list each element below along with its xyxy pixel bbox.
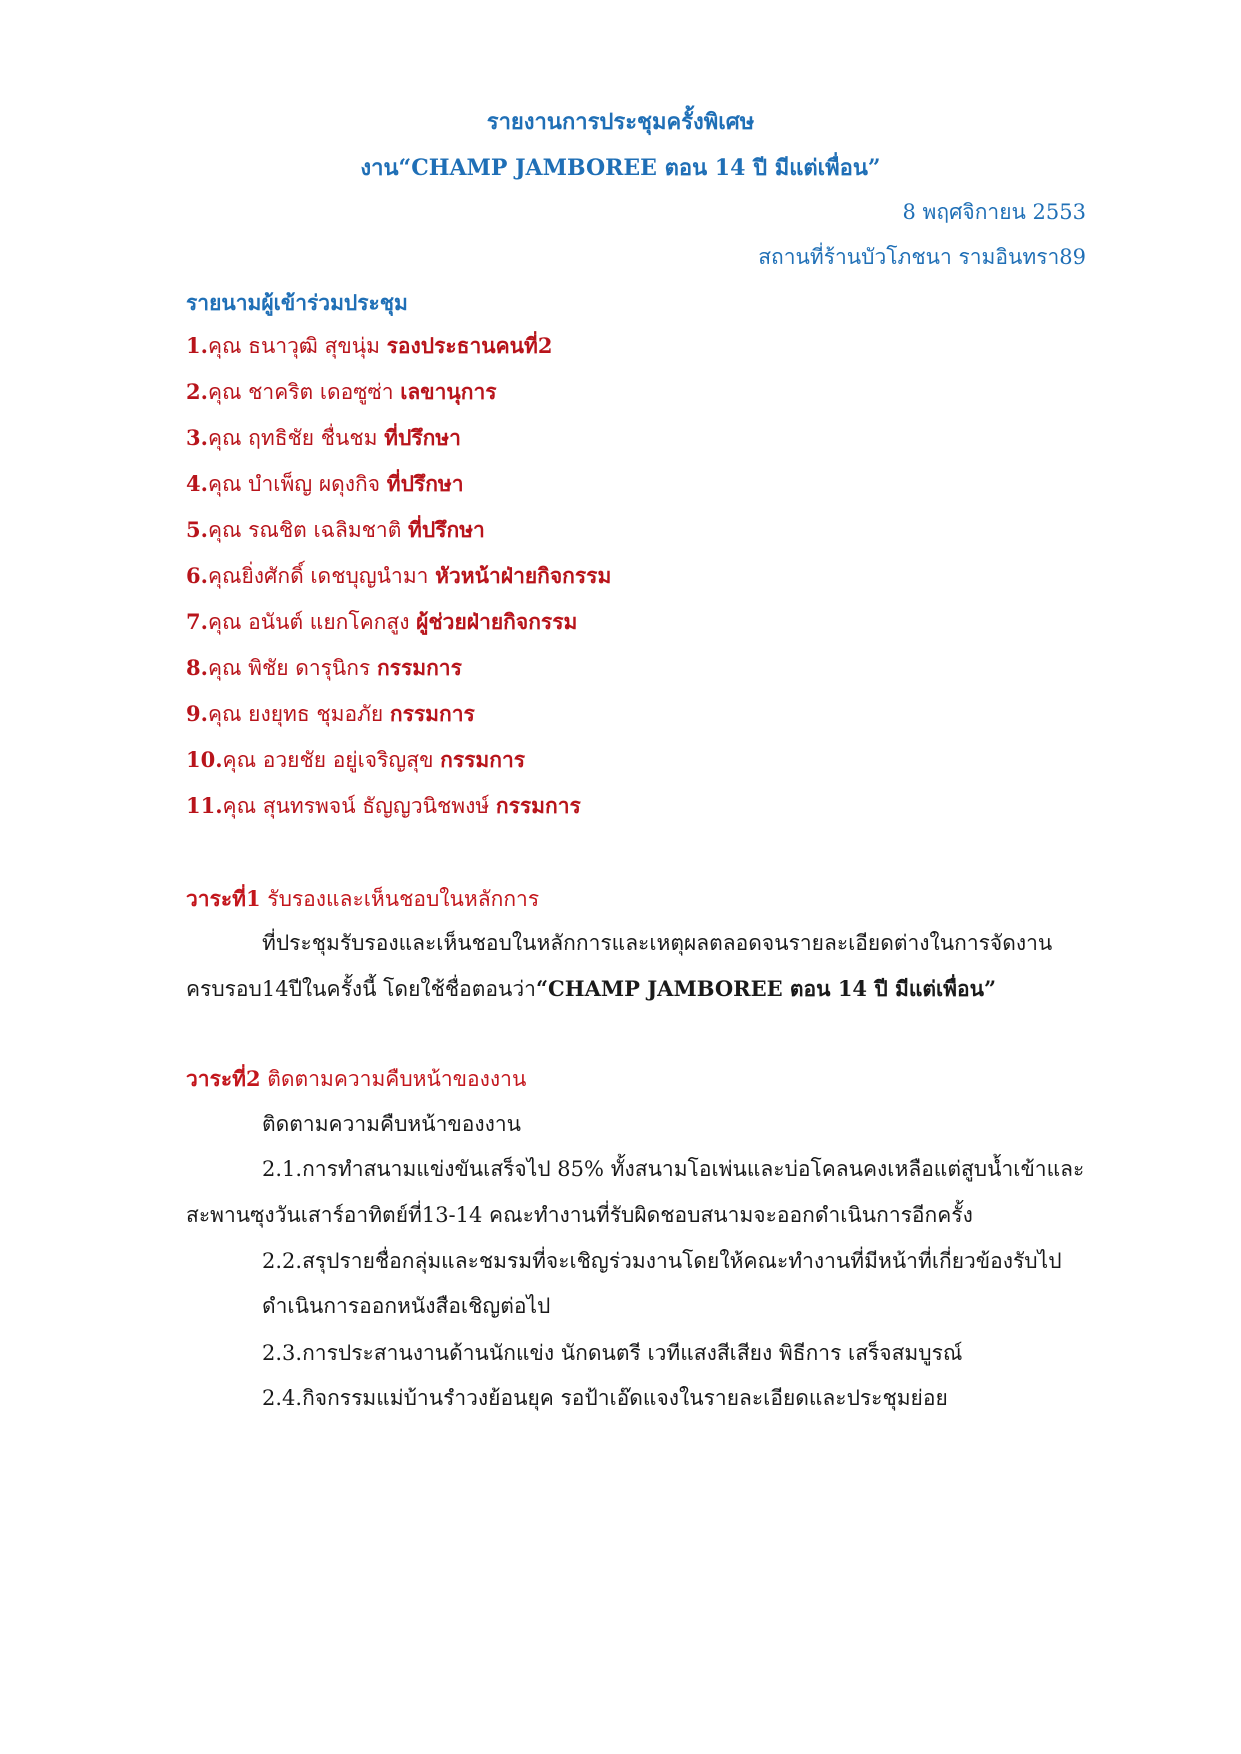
attendee-name: คุณ ธนาวุฒิ สุขนุ่ม <box>207 334 387 358</box>
attendee-role: กรรมการ <box>440 747 526 772</box>
attendee-number: 4. <box>186 471 208 496</box>
agenda2-label: วาระที่2 <box>186 1066 261 1091</box>
attendee-item <box>186 330 611 376</box>
attendee-role: กรรมการ <box>389 701 475 726</box>
attendee-item <box>186 422 611 468</box>
attendee-item <box>186 790 611 836</box>
attendee-name: คุณ ฤทธิชัย ชื่นชม <box>207 426 385 450</box>
event-title: งาน“CHAMP JAMBOREE ตอน 14 ปี มีแต่เพื่อน” <box>360 155 881 181</box>
agenda2-item2-line1: 2.2.สรุปรายชื่อกลุ่มและชมรมที่จะเชิญร่วมงานโดยให้คณะทำงานที่มีหน้าที่เกี่ยวข้องรับไป <box>262 1249 1062 1273</box>
attendee-number: 5. <box>186 517 208 542</box>
attendee-item <box>186 698 611 744</box>
agenda2-item1-line2: สะพานซุงวันเสาร์อาทิตย์ที่13-14 คณะทำงานที่รับผิดชอบสนามจะออกดำเนินการอีกครั้ง <box>186 1203 973 1227</box>
agenda2-title: ติดตามความคืบหน้าของงาน <box>260 1067 527 1091</box>
agenda1-title: รับรองและเห็นชอบในหลักการ <box>260 887 540 911</box>
meeting-date: 8 พฤศจิกายน 2553 <box>902 200 1086 224</box>
attendee-role: ที่ปรึกษา <box>408 517 485 542</box>
agenda1-label: วาระที่1 <box>186 886 261 911</box>
agenda2-intro: ติดตามความคืบหน้าของงาน <box>262 1112 522 1136</box>
attendee-number: 3. <box>186 425 208 450</box>
attendee-number: 7. <box>186 609 208 634</box>
attendee-role: ที่ปรึกษา <box>384 425 461 450</box>
attendee-name: คุณ บำเพ็ญ ผดุงกิจ <box>207 472 387 496</box>
attendee-number: 8. <box>186 655 208 680</box>
agenda1-event-name: “CHAMP JAMBOREE ตอน 14 ปี มีแต่เพื่อน” <box>535 976 997 1001</box>
attendee-name: คุณ ชาคริต เดอซูซ่า <box>207 380 401 404</box>
attendee-item <box>186 376 611 422</box>
attendee-number: 2. <box>186 379 208 404</box>
attendee-item <box>186 468 611 514</box>
attendee-name: คุณ อนันต์ แยกโคกสูง <box>207 610 417 634</box>
attendee-item <box>186 744 611 790</box>
document-title: รายงานการประชุมครั้งพิเศษ <box>486 109 755 135</box>
attendee-item <box>186 652 611 698</box>
attendee-number: 6. <box>186 563 208 588</box>
attendee-name: คุณ พิชัย ดารุนิกร <box>207 656 377 680</box>
agenda1-heading <box>186 883 539 916</box>
attendees-heading: รายนามผู้เข้าร่วมประชุม <box>186 290 408 315</box>
attendee-item <box>186 606 611 652</box>
attendee-item <box>186 560 611 606</box>
meeting-venue: สถานที่ร้านบัวโภชนา รามอินทรา89 <box>758 245 1086 269</box>
attendee-number: 9. <box>186 701 208 726</box>
attendee-role: เลขานุการ <box>400 379 497 404</box>
agenda2-heading <box>186 1063 526 1096</box>
agenda1-line2-prefix: ครบรอบ14ปีในครั้งนี้ โดยใช้ชื่อตอนว่า <box>186 977 536 1001</box>
attendee-role: กรรมการ <box>376 655 462 680</box>
agenda2-item4: 2.4.กิจกรรมแม่บ้านรำวงย้อนยุค รอป้าเอ๊ดแจงในรายละเอียดและประชุมย่อย <box>262 1386 948 1410</box>
attendee-role: ที่ปรึกษา <box>386 471 464 496</box>
attendee-name: คุณ ยงยุทธ ชุมอภัย <box>207 702 390 726</box>
agenda2-item3: 2.3.การประสานงานด้านนักแข่ง นักดนตรี เวทีแสงสีเสียง พิธีการ เสร็จสมบูรณ์ <box>262 1341 963 1365</box>
attendee-role: ผู้ช่วยฝ่ายกิจกรรม <box>416 609 578 634</box>
attendee-role: หัวหน้าฝ่ายกิจกรรม <box>435 563 612 588</box>
attendee-role: กรรมการ <box>495 793 581 818</box>
attendee-name: คุณยิ่งศักดิ์ เดชบุญนำมา <box>207 564 436 588</box>
agenda2-item1-line1: 2.1.การทำสนามแข่งขันเสร็จไป 85% ทั้งสนามโอเพ่นและบ่อโคลนคงเหลือแต่สูบน้ำเข้าและ <box>262 1157 1085 1181</box>
attendee-list <box>186 330 611 836</box>
attendee-name: คุณ สุนทรพจน์ ธัญญวนิชพงษ์ <box>222 794 496 818</box>
attendee-role: รองประธานคนที่2 <box>386 333 553 358</box>
attendee-item <box>186 514 611 560</box>
agenda2-item2-line2: ดำเนินการออกหนังสือเชิญต่อไป <box>262 1294 551 1318</box>
agenda1-line2 <box>186 973 996 1006</box>
attendee-name: คุณ อวยชัย อยู่เจริญสุข <box>222 748 441 772</box>
attendee-number: 10. <box>186 747 223 772</box>
attendee-number: 1. <box>186 333 208 358</box>
agenda1-line1: ที่ประชุมรับรองและเห็นชอบในหลักการและเหตุผลตลอดจนรายละเอียดต่างในการจัดงาน <box>262 931 1053 955</box>
attendee-number: 11. <box>186 793 223 818</box>
attendee-name: คุณ รณชิต เฉลิมชาติ <box>207 518 409 542</box>
